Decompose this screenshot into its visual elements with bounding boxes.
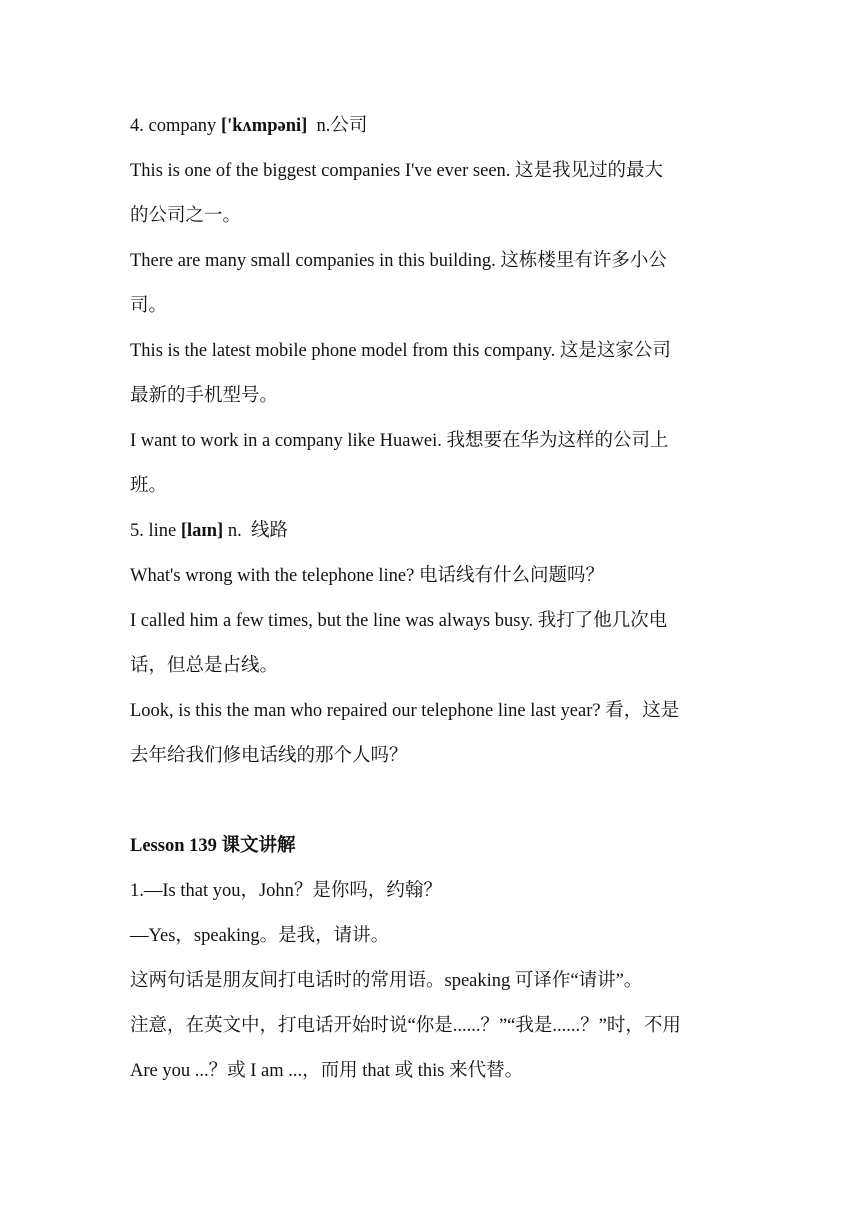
example-line: There are many small companies in this building. 这栋楼里有许多小公 (130, 251, 667, 271)
example-line: 司。 (130, 296, 168, 316)
entry-number-word: 4. company (130, 116, 221, 136)
example-line: 话，但总是占线。 (130, 656, 279, 676)
blank-line (130, 779, 740, 824)
example-line: What's wrong with the telephone line? 电话线有什么问题吗？ (130, 566, 604, 586)
example-line: 的公司之一。 (130, 206, 242, 226)
example-line: 最新的手机型号。 (130, 386, 279, 406)
example-line: This is the latest mobile phone model from this company. 这是这家公司 (130, 341, 671, 361)
example-line: Look, is this the man who repaired our telephone line last year? 看，这是 (130, 701, 680, 721)
document-body (130, 104, 740, 1094)
lesson-line: —Yes，speaking。是我，请讲。 (130, 926, 390, 946)
example-line: 去年给我们修电话线的那个人吗？ (130, 746, 408, 766)
entry-number-word: 5. line (130, 521, 181, 541)
lesson-line: 1.—Is that you，John？是你吗，约翰？ (130, 881, 442, 901)
vocab-entry-line (130, 509, 740, 554)
lesson-line: 这两句话是朋友间打电话时的常用语。speaking 可译作“请讲”。 (130, 971, 643, 991)
example-line: I called him a few times, but the line was always busy. 我打了他几次电 (130, 611, 668, 631)
phonetic: [laɪn] (180, 521, 224, 541)
vocab-entry-company (130, 104, 740, 149)
phonetic: ['kʌmpəni] (220, 116, 308, 136)
lesson-line: Are you ...？或 I am ...，而用 that 或 this 来代替。 (130, 1061, 524, 1081)
part-of-speech: n.公司 (307, 116, 368, 136)
part-of-speech: n. 线路 (223, 521, 288, 541)
example-line: I want to work in a company like Huawei. 我想要在华为这样的公司上 (130, 431, 669, 451)
lesson-line: 注意，在英文中，打电话开始时说“你是......？”“我是......？”时，不用 (130, 1016, 681, 1036)
example-line: 班。 (130, 476, 168, 496)
lesson-heading: Lesson 139 课文讲解 (130, 836, 296, 856)
example-line: This is one of the biggest companies I've ever seen. 这是我见过的最大 (130, 161, 664, 181)
